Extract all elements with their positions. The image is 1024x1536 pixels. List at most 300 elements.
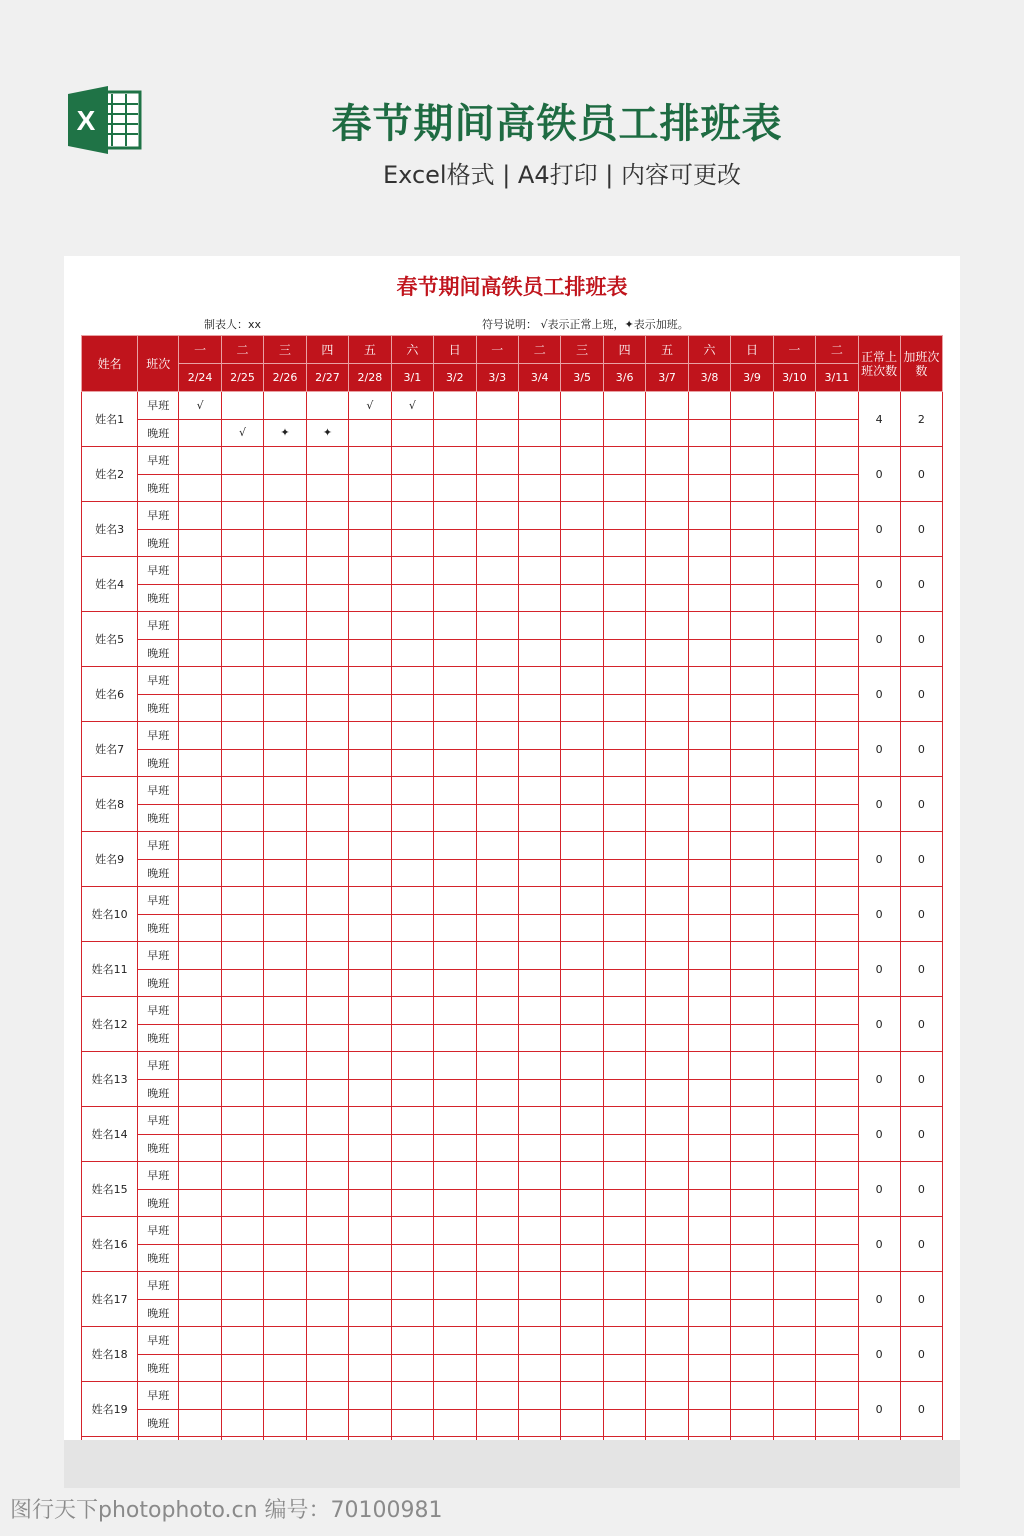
schedule-cell[interactable]: [476, 392, 518, 420]
schedule-cell[interactable]: [476, 1052, 518, 1080]
schedule-cell[interactable]: [264, 1107, 306, 1135]
schedule-cell[interactable]: [646, 1382, 688, 1410]
schedule-cell[interactable]: [731, 804, 773, 832]
schedule-cell[interactable]: [434, 557, 476, 585]
schedule-cell[interactable]: [816, 474, 858, 502]
schedule-cell[interactable]: [518, 474, 560, 502]
schedule-cell[interactable]: [306, 639, 348, 667]
schedule-cell[interactable]: [731, 612, 773, 640]
schedule-cell[interactable]: [476, 1354, 518, 1382]
schedule-cell[interactable]: [518, 667, 560, 695]
schedule-cell[interactable]: [391, 557, 433, 585]
schedule-cell[interactable]: [391, 1327, 433, 1355]
schedule-cell[interactable]: [688, 529, 730, 557]
schedule-cell[interactable]: [816, 1327, 858, 1355]
normal-count-cell[interactable]: 0: [858, 1217, 900, 1272]
schedule-cell[interactable]: [391, 529, 433, 557]
schedule-cell[interactable]: [518, 447, 560, 475]
schedule-cell[interactable]: [518, 887, 560, 915]
schedule-cell[interactable]: [731, 502, 773, 530]
schedule-cell[interactable]: [179, 612, 221, 640]
employee-name-cell[interactable]: 姓名16: [82, 1217, 138, 1272]
schedule-cell[interactable]: [603, 584, 645, 612]
schedule-cell[interactable]: [731, 1409, 773, 1437]
schedule-cell[interactable]: [221, 447, 263, 475]
schedule-cell[interactable]: [773, 1244, 815, 1272]
schedule-cell[interactable]: [731, 749, 773, 777]
schedule-cell[interactable]: [688, 722, 730, 750]
schedule-cell[interactable]: [476, 1382, 518, 1410]
schedule-cell[interactable]: [646, 749, 688, 777]
schedule-cell[interactable]: [773, 942, 815, 970]
schedule-cell[interactable]: [603, 419, 645, 447]
schedule-cell[interactable]: [561, 1244, 603, 1272]
schedule-cell[interactable]: [816, 639, 858, 667]
schedule-cell[interactable]: [434, 832, 476, 860]
schedule-cell[interactable]: [264, 1382, 306, 1410]
schedule-cell[interactable]: [731, 667, 773, 695]
schedule-cell[interactable]: [518, 722, 560, 750]
schedule-cell[interactable]: [773, 1354, 815, 1382]
schedule-cell[interactable]: [731, 1244, 773, 1272]
schedule-cell[interactable]: [561, 557, 603, 585]
schedule-cell[interactable]: [306, 942, 348, 970]
schedule-cell[interactable]: [773, 584, 815, 612]
schedule-cell[interactable]: [646, 832, 688, 860]
schedule-cell[interactable]: [646, 1134, 688, 1162]
schedule-cell[interactable]: [221, 1354, 263, 1382]
schedule-cell[interactable]: [816, 419, 858, 447]
schedule-cell[interactable]: [264, 722, 306, 750]
schedule-cell[interactable]: [179, 1327, 221, 1355]
schedule-cell[interactable]: [476, 419, 518, 447]
normal-count-cell[interactable]: 0: [858, 777, 900, 832]
schedule-cell[interactable]: [179, 557, 221, 585]
schedule-cell[interactable]: [434, 1409, 476, 1437]
schedule-cell[interactable]: [773, 474, 815, 502]
schedule-cell[interactable]: [306, 584, 348, 612]
schedule-cell[interactable]: [773, 749, 815, 777]
schedule-cell[interactable]: [518, 502, 560, 530]
schedule-cell[interactable]: [221, 1134, 263, 1162]
schedule-cell[interactable]: [518, 1382, 560, 1410]
schedule-cell[interactable]: [773, 502, 815, 530]
schedule-cell[interactable]: [773, 1024, 815, 1052]
schedule-cell[interactable]: [349, 997, 391, 1025]
schedule-cell[interactable]: [221, 969, 263, 997]
schedule-cell[interactable]: [816, 997, 858, 1025]
schedule-cell[interactable]: [434, 1272, 476, 1300]
schedule-cell[interactable]: [476, 914, 518, 942]
schedule-cell[interactable]: [221, 1024, 263, 1052]
schedule-cell[interactable]: [179, 914, 221, 942]
schedule-cell[interactable]: [434, 1079, 476, 1107]
schedule-cell[interactable]: [773, 887, 815, 915]
schedule-cell[interactable]: [434, 887, 476, 915]
schedule-cell[interactable]: [561, 639, 603, 667]
schedule-cell[interactable]: [306, 557, 348, 585]
schedule-cell[interactable]: [561, 1299, 603, 1327]
schedule-cell[interactable]: [221, 997, 263, 1025]
schedule-cell[interactable]: [688, 447, 730, 475]
schedule-cell[interactable]: [561, 777, 603, 805]
schedule-cell[interactable]: [221, 612, 263, 640]
schedule-cell[interactable]: [646, 1244, 688, 1272]
schedule-cell[interactable]: [349, 419, 391, 447]
schedule-cell[interactable]: [518, 1272, 560, 1300]
schedule-cell[interactable]: [561, 392, 603, 420]
schedule-cell[interactable]: [349, 502, 391, 530]
schedule-cell[interactable]: [688, 584, 730, 612]
schedule-cell[interactable]: [391, 1272, 433, 1300]
schedule-cell[interactable]: [816, 1162, 858, 1190]
schedule-cell[interactable]: [434, 694, 476, 722]
schedule-cell[interactable]: [688, 777, 730, 805]
schedule-cell[interactable]: [349, 1024, 391, 1052]
schedule-cell[interactable]: [221, 832, 263, 860]
schedule-cell[interactable]: [391, 1244, 433, 1272]
schedule-cell[interactable]: [603, 1299, 645, 1327]
schedule-cell[interactable]: [264, 1244, 306, 1272]
schedule-cell[interactable]: [221, 1107, 263, 1135]
schedule-cell[interactable]: [306, 1107, 348, 1135]
schedule-cell[interactable]: [816, 447, 858, 475]
schedule-cell[interactable]: [179, 1079, 221, 1107]
schedule-cell[interactable]: [221, 1244, 263, 1272]
schedule-cell[interactable]: [179, 722, 221, 750]
schedule-cell[interactable]: [349, 1272, 391, 1300]
schedule-cell[interactable]: [688, 694, 730, 722]
schedule-cell[interactable]: [179, 942, 221, 970]
normal-count-cell[interactable]: 0: [858, 667, 900, 722]
schedule-cell[interactable]: [518, 1244, 560, 1272]
schedule-cell[interactable]: [603, 694, 645, 722]
schedule-cell[interactable]: [221, 584, 263, 612]
schedule-cell[interactable]: [561, 997, 603, 1025]
overtime-count-cell[interactable]: 0: [900, 942, 942, 997]
schedule-cell[interactable]: [264, 639, 306, 667]
schedule-cell[interactable]: [476, 1244, 518, 1272]
schedule-cell[interactable]: [264, 859, 306, 887]
schedule-cell[interactable]: [561, 914, 603, 942]
schedule-cell[interactable]: [731, 447, 773, 475]
schedule-cell[interactable]: [603, 1052, 645, 1080]
schedule-cell[interactable]: [603, 749, 645, 777]
schedule-cell[interactable]: [731, 392, 773, 420]
schedule-cell[interactable]: [731, 1217, 773, 1245]
schedule-cell[interactable]: [773, 859, 815, 887]
schedule-cell[interactable]: [434, 804, 476, 832]
schedule-cell[interactable]: [773, 914, 815, 942]
overtime-count-cell[interactable]: 0: [900, 1272, 942, 1327]
schedule-cell[interactable]: [306, 1327, 348, 1355]
schedule-cell[interactable]: [306, 1162, 348, 1190]
schedule-cell[interactable]: [518, 1299, 560, 1327]
schedule-cell[interactable]: [221, 1272, 263, 1300]
schedule-cell[interactable]: [391, 1107, 433, 1135]
schedule-cell[interactable]: [561, 612, 603, 640]
schedule-cell[interactable]: [773, 392, 815, 420]
schedule-cell[interactable]: [518, 1134, 560, 1162]
schedule-cell[interactable]: [221, 1327, 263, 1355]
schedule-cell[interactable]: [179, 1299, 221, 1327]
schedule-cell[interactable]: [179, 1217, 221, 1245]
schedule-cell[interactable]: [773, 529, 815, 557]
schedule-cell[interactable]: [688, 392, 730, 420]
schedule-cell[interactable]: [688, 1409, 730, 1437]
schedule-cell[interactable]: [221, 639, 263, 667]
schedule-cell[interactable]: [264, 997, 306, 1025]
schedule-cell[interactable]: [264, 667, 306, 695]
schedule-cell[interactable]: [264, 942, 306, 970]
schedule-cell[interactable]: [349, 887, 391, 915]
schedule-cell[interactable]: [264, 887, 306, 915]
schedule-cell[interactable]: [476, 804, 518, 832]
employee-name-cell[interactable]: 姓名10: [82, 887, 138, 942]
schedule-cell[interactable]: [518, 859, 560, 887]
schedule-cell[interactable]: [646, 584, 688, 612]
schedule-cell[interactable]: [816, 804, 858, 832]
schedule-cell[interactable]: [518, 392, 560, 420]
employee-name-cell[interactable]: 姓名6: [82, 667, 138, 722]
schedule-cell[interactable]: [179, 969, 221, 997]
schedule-cell[interactable]: [349, 749, 391, 777]
normal-count-cell[interactable]: 0: [858, 447, 900, 502]
normal-count-cell[interactable]: 0: [858, 1382, 900, 1437]
schedule-cell[interactable]: [816, 529, 858, 557]
schedule-cell[interactable]: [221, 1052, 263, 1080]
schedule-cell[interactable]: [221, 667, 263, 695]
schedule-cell[interactable]: [816, 557, 858, 585]
schedule-cell[interactable]: [476, 1189, 518, 1217]
schedule-cell[interactable]: [731, 1162, 773, 1190]
schedule-cell[interactable]: [603, 914, 645, 942]
schedule-cell[interactable]: [391, 419, 433, 447]
schedule-cell[interactable]: [476, 529, 518, 557]
schedule-cell[interactable]: [646, 722, 688, 750]
schedule-cell[interactable]: [731, 1189, 773, 1217]
schedule-cell[interactable]: [306, 887, 348, 915]
overtime-count-cell[interactable]: 0: [900, 667, 942, 722]
schedule-cell[interactable]: [646, 914, 688, 942]
schedule-cell[interactable]: [816, 584, 858, 612]
schedule-cell[interactable]: [391, 942, 433, 970]
schedule-cell[interactable]: [561, 1107, 603, 1135]
schedule-cell[interactable]: [221, 777, 263, 805]
schedule-cell[interactable]: [434, 859, 476, 887]
schedule-cell[interactable]: √: [349, 392, 391, 420]
schedule-cell[interactable]: [264, 694, 306, 722]
schedule-cell[interactable]: [603, 1107, 645, 1135]
schedule-cell[interactable]: [603, 997, 645, 1025]
schedule-cell[interactable]: [688, 749, 730, 777]
employee-name-cell[interactable]: 姓名11: [82, 942, 138, 997]
overtime-count-cell[interactable]: 0: [900, 1162, 942, 1217]
schedule-cell[interactable]: [434, 1134, 476, 1162]
normal-count-cell[interactable]: 0: [858, 942, 900, 997]
overtime-count-cell[interactable]: 0: [900, 1052, 942, 1107]
schedule-cell[interactable]: [179, 832, 221, 860]
schedule-cell[interactable]: [179, 1354, 221, 1382]
schedule-cell[interactable]: [518, 832, 560, 860]
schedule-cell[interactable]: [476, 832, 518, 860]
schedule-cell[interactable]: [646, 1354, 688, 1382]
schedule-cell[interactable]: [476, 777, 518, 805]
schedule-cell[interactable]: [349, 667, 391, 695]
schedule-cell[interactable]: [476, 502, 518, 530]
employee-name-cell[interactable]: 姓名13: [82, 1052, 138, 1107]
schedule-cell[interactable]: [816, 502, 858, 530]
overtime-count-cell[interactable]: 0: [900, 502, 942, 557]
schedule-cell[interactable]: [349, 612, 391, 640]
schedule-cell[interactable]: [773, 1079, 815, 1107]
schedule-cell[interactable]: [434, 1024, 476, 1052]
schedule-cell[interactable]: [391, 997, 433, 1025]
schedule-cell[interactable]: [391, 887, 433, 915]
schedule-cell[interactable]: [221, 1217, 263, 1245]
schedule-cell[interactable]: [476, 722, 518, 750]
overtime-count-cell[interactable]: 0: [900, 887, 942, 942]
schedule-cell[interactable]: [349, 694, 391, 722]
schedule-cell[interactable]: [816, 1217, 858, 1245]
schedule-cell[interactable]: [434, 997, 476, 1025]
schedule-cell[interactable]: [179, 419, 221, 447]
schedule-cell[interactable]: [731, 529, 773, 557]
overtime-count-cell[interactable]: 0: [900, 997, 942, 1052]
schedule-cell[interactable]: [264, 1299, 306, 1327]
schedule-cell[interactable]: [646, 969, 688, 997]
schedule-cell[interactable]: [306, 969, 348, 997]
schedule-cell[interactable]: [518, 557, 560, 585]
schedule-cell[interactable]: [773, 1162, 815, 1190]
employee-name-cell[interactable]: 姓名8: [82, 777, 138, 832]
schedule-cell[interactable]: [264, 969, 306, 997]
schedule-cell[interactable]: [518, 1327, 560, 1355]
schedule-cell[interactable]: [561, 1382, 603, 1410]
schedule-cell[interactable]: [646, 392, 688, 420]
schedule-cell[interactable]: [221, 914, 263, 942]
schedule-cell[interactable]: [731, 1299, 773, 1327]
schedule-cell[interactable]: [688, 1107, 730, 1135]
schedule-cell[interactable]: [688, 557, 730, 585]
schedule-cell[interactable]: [179, 1024, 221, 1052]
schedule-cell[interactable]: [688, 1354, 730, 1382]
schedule-cell[interactable]: [264, 474, 306, 502]
schedule-cell[interactable]: [391, 804, 433, 832]
schedule-cell[interactable]: [391, 1382, 433, 1410]
schedule-cell[interactable]: [816, 1024, 858, 1052]
schedule-cell[interactable]: [688, 1244, 730, 1272]
schedule-cell[interactable]: [179, 1244, 221, 1272]
schedule-cell[interactable]: [646, 447, 688, 475]
schedule-cell[interactable]: [816, 832, 858, 860]
overtime-count-cell[interactable]: 0: [900, 777, 942, 832]
schedule-cell[interactable]: [688, 887, 730, 915]
schedule-cell[interactable]: [603, 1272, 645, 1300]
schedule-cell[interactable]: [731, 639, 773, 667]
schedule-cell[interactable]: [349, 1327, 391, 1355]
schedule-cell[interactable]: [221, 1162, 263, 1190]
schedule-cell[interactable]: [518, 1162, 560, 1190]
schedule-cell[interactable]: [349, 584, 391, 612]
schedule-cell[interactable]: [646, 1272, 688, 1300]
employee-name-cell[interactable]: 姓名2: [82, 447, 138, 502]
schedule-cell[interactable]: [773, 557, 815, 585]
schedule-cell[interactable]: [264, 777, 306, 805]
schedule-cell[interactable]: [349, 777, 391, 805]
schedule-cell[interactable]: [391, 969, 433, 997]
schedule-cell[interactable]: [561, 1052, 603, 1080]
employee-name-cell[interactable]: 姓名14: [82, 1107, 138, 1162]
schedule-cell[interactable]: [349, 722, 391, 750]
schedule-cell[interactable]: [731, 1107, 773, 1135]
schedule-cell[interactable]: [646, 997, 688, 1025]
schedule-cell[interactable]: [816, 1244, 858, 1272]
schedule-cell[interactable]: [306, 749, 348, 777]
schedule-cell[interactable]: [476, 1134, 518, 1162]
normal-count-cell[interactable]: 0: [858, 1107, 900, 1162]
schedule-cell[interactable]: [349, 914, 391, 942]
schedule-cell[interactable]: √: [391, 392, 433, 420]
schedule-cell[interactable]: [391, 1079, 433, 1107]
schedule-cell[interactable]: [603, 1024, 645, 1052]
schedule-cell[interactable]: [731, 694, 773, 722]
schedule-cell[interactable]: [773, 1189, 815, 1217]
schedule-cell[interactable]: [773, 1217, 815, 1245]
schedule-cell[interactable]: [688, 804, 730, 832]
schedule-cell[interactable]: [816, 612, 858, 640]
schedule-cell[interactable]: [688, 1299, 730, 1327]
schedule-cell[interactable]: [349, 1382, 391, 1410]
schedule-cell[interactable]: [264, 529, 306, 557]
schedule-cell[interactable]: [179, 777, 221, 805]
normal-count-cell[interactable]: 0: [858, 1052, 900, 1107]
schedule-cell[interactable]: ✦: [264, 419, 306, 447]
schedule-cell[interactable]: [731, 1327, 773, 1355]
schedule-cell[interactable]: [561, 584, 603, 612]
overtime-count-cell[interactable]: 0: [900, 832, 942, 887]
schedule-cell[interactable]: [264, 502, 306, 530]
schedule-cell[interactable]: [773, 1409, 815, 1437]
schedule-cell[interactable]: [731, 419, 773, 447]
schedule-cell[interactable]: [476, 1162, 518, 1190]
schedule-cell[interactable]: [476, 969, 518, 997]
schedule-cell[interactable]: [391, 584, 433, 612]
schedule-cell[interactable]: [349, 447, 391, 475]
schedule-cell[interactable]: [221, 1409, 263, 1437]
schedule-cell[interactable]: [688, 1162, 730, 1190]
schedule-cell[interactable]: [264, 804, 306, 832]
schedule-cell[interactable]: [179, 667, 221, 695]
schedule-cell[interactable]: [646, 612, 688, 640]
schedule-cell[interactable]: [434, 777, 476, 805]
schedule-cell[interactable]: [646, 887, 688, 915]
schedule-cell[interactable]: [349, 969, 391, 997]
schedule-cell[interactable]: [603, 832, 645, 860]
schedule-cell[interactable]: [816, 942, 858, 970]
schedule-cell[interactable]: [731, 832, 773, 860]
schedule-cell[interactable]: [816, 887, 858, 915]
schedule-cell[interactable]: [349, 639, 391, 667]
overtime-count-cell[interactable]: 0: [900, 447, 942, 502]
schedule-cell[interactable]: [221, 1189, 263, 1217]
schedule-cell[interactable]: [391, 1354, 433, 1382]
schedule-cell[interactable]: [518, 529, 560, 557]
schedule-cell[interactable]: [731, 1354, 773, 1382]
normal-count-cell[interactable]: 0: [858, 502, 900, 557]
schedule-cell[interactable]: [179, 502, 221, 530]
schedule-cell[interactable]: [646, 694, 688, 722]
